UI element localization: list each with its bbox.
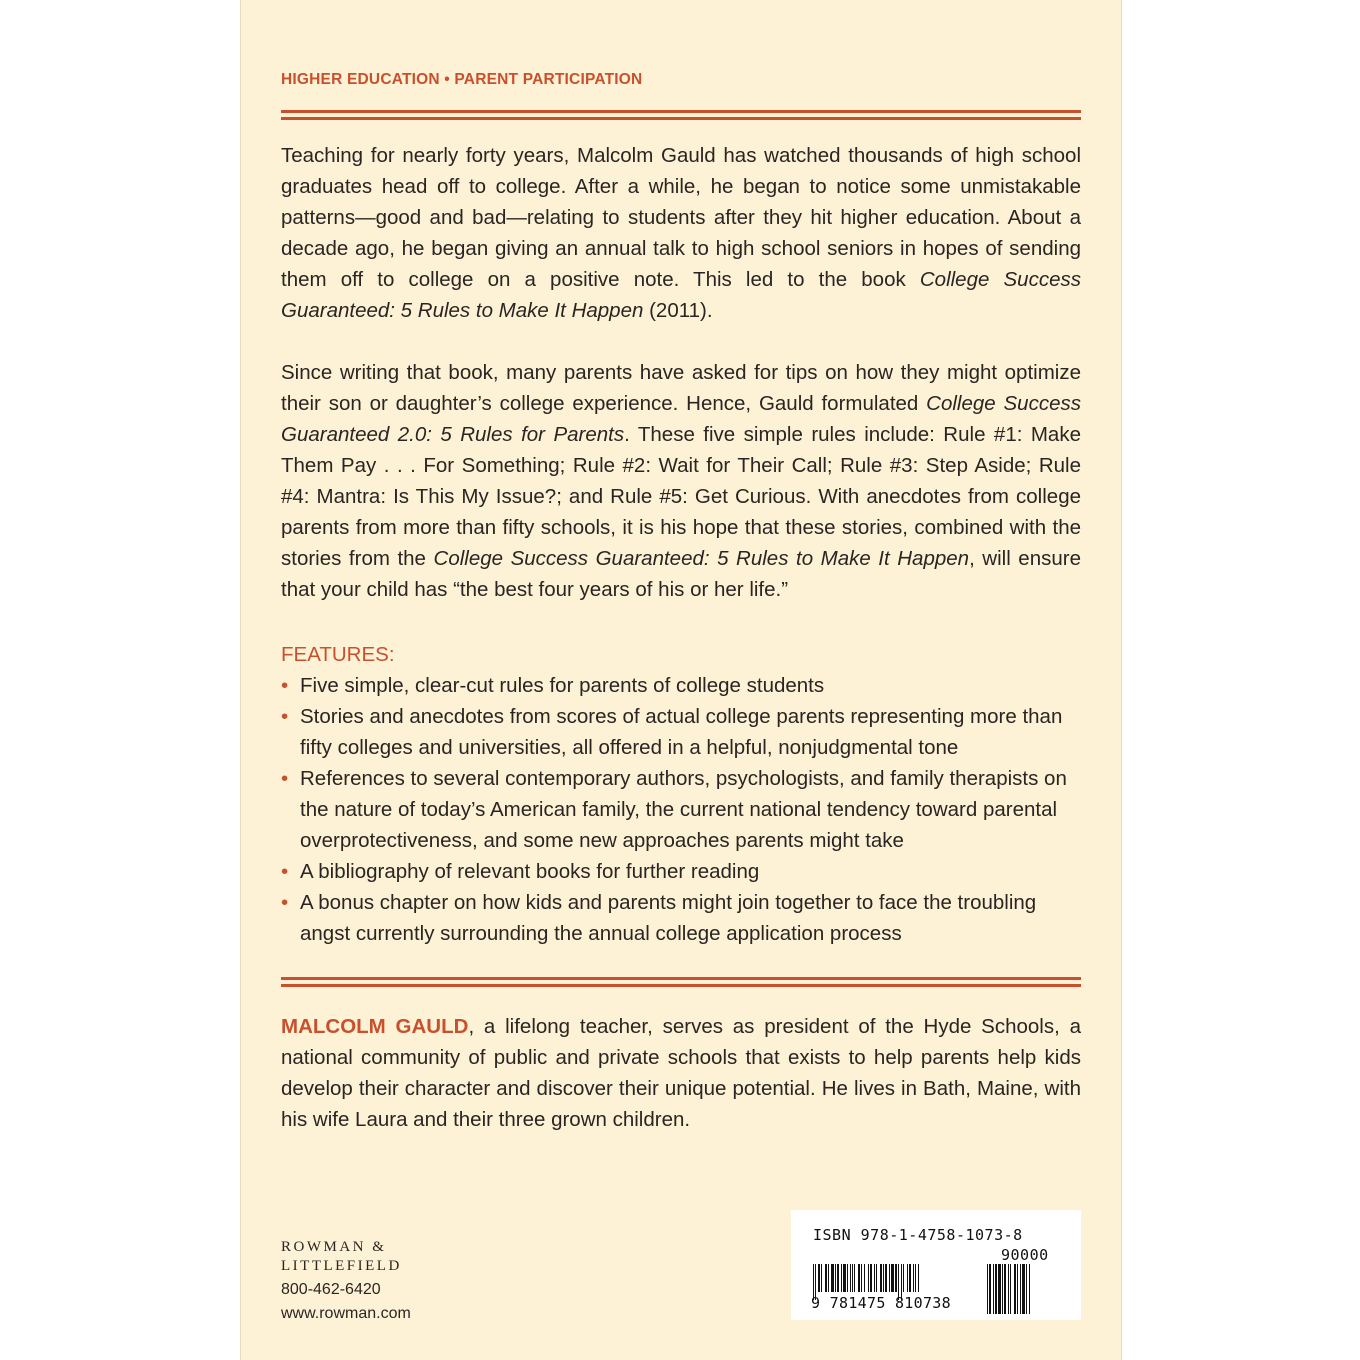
barcode-bar [854,1264,855,1292]
bullet-icon: • [281,674,289,697]
barcode-bar [858,1264,860,1292]
isbn-number: ISBN 978-1-4758-1073-8 [813,1226,1023,1244]
barcode-bar [825,1264,827,1292]
barcode-bar [864,1264,865,1292]
barcode-bar [876,1264,877,1292]
book-title: College Success Guaranteed: 5 Rules to Make It Happen [433,547,970,570]
description-paragraph-1 [281,140,1081,326]
barcode-bar [995,1264,997,1314]
book-title: College Success Guaranteed: 5 Rules to Make It Happen [281,268,1081,322]
feature-item [281,701,1081,763]
barcode-bar [1026,1264,1027,1314]
barcode-bar [828,1264,829,1292]
barcode-bar [889,1264,890,1292]
publisher-website: www.rowman.com [281,1305,411,1322]
barcode-bar [868,1264,869,1292]
publisher-logo [281,1238,402,1276]
barcode-bar [847,1264,848,1292]
barcode-bar [1022,1264,1025,1314]
barcode-bar [831,1264,834,1292]
feature-item [281,887,1081,949]
description-text: Since writing that book, many parents have asked for tips on how they might optimize their son or daughter’s college experience. Hence, Gauld formulated [281,361,1081,415]
barcode-addon-bars [987,1264,1059,1316]
barcode-bar [989,1264,991,1314]
feature-text: Stories and anecdotes from scores of actual college parents representing more than fifty colleges and universities, all offered in a helpful, nonjudgmental tone [300,705,1063,759]
barcode-bar [987,1264,988,1314]
author-bio [281,1011,1081,1135]
feature-text: A bibliography of relevant books for further reading [300,860,760,883]
description-text: , will ensure that your child has “the best four years of his or her life.” [281,547,1081,601]
bio-text: , a lifelong teacher, serves as president of the Hyde Schools, a national community of public and private schools that exists to help parents help kids develop their character and discover their unique potential. He lives in Bath, Maine, with his wife Laura and their three grown children. [281,1015,1081,1131]
price-code: 90000 [1001,1246,1049,1264]
barcode-bar [850,1264,851,1292]
barcode-bar [835,1264,836,1292]
barcode-bar [915,1264,916,1292]
barcode-bar [891,1264,894,1292]
feature-text: Five simple, clear-cut rules for parents of college students [300,674,825,697]
barcode-bar [861,1264,862,1292]
barcode-bar [880,1264,882,1292]
publisher-phone: 800-462-6420 [281,1281,381,1298]
barcode-bar [870,1264,872,1292]
barcode-bar [1002,1264,1003,1314]
barcode-bar [885,1264,887,1292]
barcode-bar [1004,1264,1006,1314]
barcode-bar [821,1264,822,1292]
barcode-bar [1010,1264,1011,1314]
publisher-name-line-1: ROWMAN & [281,1239,387,1255]
description-text: . These five simple rules include: Rule #1: Make Them Pay . . . For Something; Rule #2: Wait for Their Call; Rule #3: Step Aside; Rule #4: Mantra: Is This My Issue?; and Rule #5: Get Curious. With anecdotes from college parents from more than fifty schools, it is his hope that these stories, combined with the stories from the [281,423,1081,570]
description-text: Teaching for nearly forty years, Malcolm Gauld has watched thousands of high school graduates head off to college. After a while, he began to notice some unmistakable patterns—good and bad—relating to students after they hit higher education. About a decade ago, he began giving an annual talk to high school seniors in hopes of sending them off to college on a positive note. This led to the book [281,144,1081,291]
publisher-name-line-2: LITTLEFIELD [281,1258,402,1274]
barcode [791,1210,1081,1320]
barcode-bar [852,1264,853,1292]
barcode-bar [913,1264,914,1292]
bullet-icon: • [281,767,289,790]
barcode-bar [841,1264,842,1292]
barcode-bar [818,1264,820,1292]
barcode-digits: 9 781475 810738 [811,1294,951,1312]
barcode-bar [998,1264,1001,1314]
feature-item [281,670,1081,701]
barcode-bar [918,1264,919,1292]
feature-item [281,763,1081,856]
middle-divider [281,977,1081,987]
barcode-bar [909,1264,911,1292]
features-list [281,670,1081,949]
features-heading: FEATURES: [281,643,395,666]
bullet-icon: • [281,860,289,883]
feature-text: A bonus chapter on how kids and parents might join together to face the troubling angst currently surrounding the annual college application process [300,891,1037,945]
feature-item [281,856,1081,887]
barcode-bar [1020,1264,1021,1314]
description-paragraph-2 [281,357,1081,605]
description-text: (2011). [643,299,713,322]
barcode-bar [903,1264,904,1292]
back-cover [240,0,1122,1360]
barcode-bar [895,1264,897,1292]
feature-text: References to several contemporary authors, psychologists, and family therapists on the nature of today’s American family, the current national tendency toward parental overprotectiveness, and some new approaches parents might take [300,767,1067,852]
barcode-bar [1029,1264,1030,1314]
barcode-bar [1008,1264,1009,1314]
barcode-bar [874,1264,875,1292]
barcode-bar [1017,1264,1018,1314]
bullet-icon: • [281,705,289,728]
bullet-icon: • [281,891,289,914]
barcode-bar [837,1264,839,1292]
barcode-bar [883,1264,884,1292]
barcode-bar [993,1264,994,1314]
top-divider [281,110,1081,120]
category-label: HIGHER EDUCATION • PARENT PARTICIPATION [281,71,643,88]
barcode-bar [1014,1264,1016,1314]
barcode-bar [907,1264,908,1292]
book-title: College Success Guaranteed 2.0: 5 Rules for Parents [281,392,1081,446]
barcode-bar [843,1264,846,1292]
author-name: MALCOLM GAULD [281,1015,469,1038]
